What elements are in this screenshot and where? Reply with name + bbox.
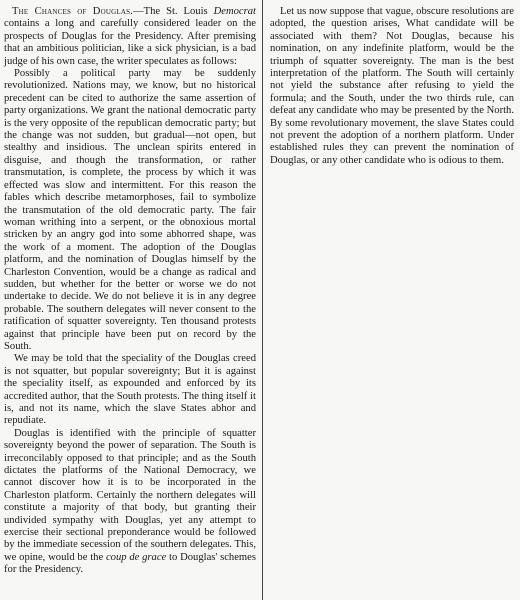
- lead-paragraph: [4, 6, 256, 68]
- intro-text-end: contains a long and carefully considered leader on the prospects of Douglas for the Presidency. After premising that an ambitious politician, like a sick physician, is a bad judge of his own case, the writer speculates as follows:: [4, 18, 256, 67]
- quoted-paragraph-3-text: Douglas is identified with the principle of squatter sovereignty beyond the power of separation. The South is irreconcilably opposed to that principle; and as the South dictates the platforms of the National Democracy, we cannot discover how it is to be incorporated in the Charleston platform. Certainly the northern delegates will constitute a majority of that body, but granting their undivided sympathy with Douglas, yet any attempt to exercise their sectional preponderance would be followed by the immediate secession of the southern delegates. This, we opine, would be the: [4, 427, 256, 563]
- quoted-paragraph-2: We may be told that the speciality of the Douglas creed is not squatter, but popular sovereignty; But it is against the speciality itself, as expounded and enforced by its accredited author, that the South protests. The thing itself it is, and not its name, which the slave States abhor and repudiate.: [4, 353, 256, 427]
- quoted-paragraph-3-end: to Douglas' schemes for the Presidency.: [4, 551, 256, 576]
- column-divider: [262, 0, 263, 600]
- intro-text-start: —The St. Louis: [133, 6, 214, 17]
- quoted-paragraph-1: Possibly a political party may be suddenly revolutionized. Nations may, we know, but no historical precedent can be cited to authorize the same assertion of party organizations. We grant the national democratic party is the very opposite of the republican democratic party; but the change was not sudden, but gradual—not open, but stealthy and insidious. The unclean spirits entered in disguise, and though the transformation, or rather transmutation, is complete, the process by which it was effected was slow and intermittent. For this reason the fables which describe metamorphoses, fail to symbolize the transmutation of the old democratic party. The fair woman writhing into a serpent, or the obnoxious mortal stricken by an angry god into some abhorred shape, was the work of a moment. The adoption of the Douglas platform, and the nomination of Douglas himself by the Charleston Convention, would be a change as radical and sudden, but whether for the better or worse we do not undertake to decide. We do not believe it is in any degree probable. The southern delegates will never consent to the ratification of squatter sovereignty. Ten thousand protests against that principle have been put on record by the South.: [4, 68, 256, 352]
- left-column: [4, 6, 256, 577]
- coup-de-grace-phrase: coup de grace: [105, 551, 167, 563]
- right-column: [270, 6, 514, 167]
- article-headline: The Chances of Douglas.: [12, 6, 134, 17]
- quoted-paragraph-3: [4, 428, 256, 577]
- newspaper-name: Democrat: [213, 6, 256, 17]
- right-paragraph: Let us now suppose that vague, obscure resolutions are adopted, the question arises, What candidate will be associated with them? Not Douglas, because his nomination, on any indefinite platform, would be the triumph of squatter sovereignty. The man is the best interpretation of the platform. The South will certainly not yield the substance after refusing to yield the formula; and the South, under the two thirds rule, can defeat any candidate who may be presented by the North. By some revolutionary movement, the slave States could not prevent the adoption of a northern platform. Under established rules they can prevent the nomination of Douglas, or any other candidate who is odious to them.: [270, 6, 514, 166]
